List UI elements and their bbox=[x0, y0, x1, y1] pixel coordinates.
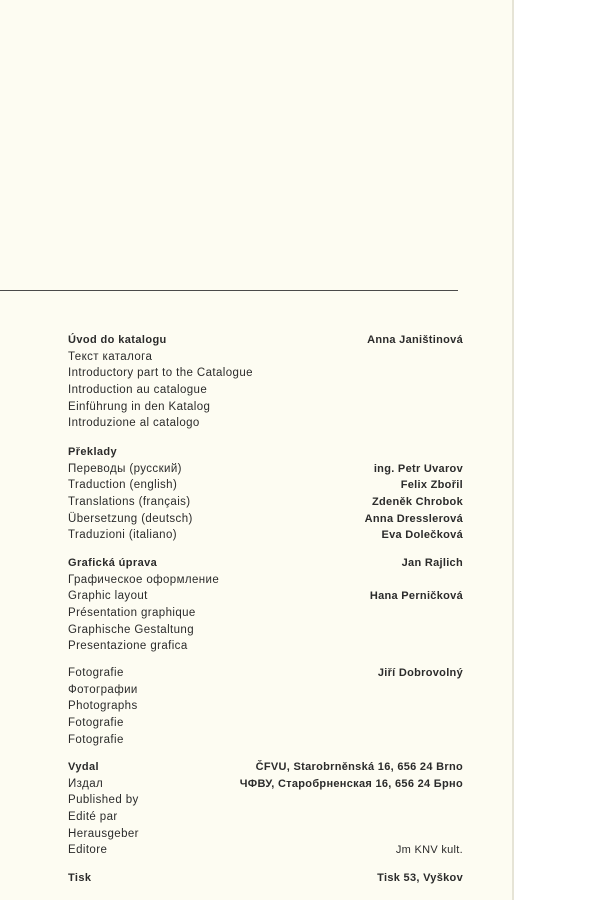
photos-row: Fotografie Jiří Dobrovolný bbox=[68, 665, 463, 682]
list-item: Fotografie bbox=[68, 717, 124, 730]
translation-row bbox=[68, 494, 463, 511]
translator-name: Felix Zbořil bbox=[400, 479, 463, 492]
translations-heading: Překlady bbox=[68, 446, 118, 458]
page-edge bbox=[512, 0, 514, 900]
graphic-second-author: Hana Perničková bbox=[369, 590, 463, 603]
intro-author: Anna Janištinová bbox=[367, 334, 463, 346]
list-item: Графическое оформление bbox=[68, 573, 220, 586]
list-item: Introduzione al catalogo bbox=[68, 417, 200, 430]
list-item: Einführung in den Katalog bbox=[68, 400, 211, 413]
list-item: Photographs bbox=[68, 700, 138, 713]
list-item: Издал ЧФВУ, Старобрненская 16, 656 24 Брно bbox=[68, 776, 463, 793]
list-item: Herausgeber bbox=[68, 827, 139, 840]
graphic-section bbox=[68, 555, 463, 655]
translation-row bbox=[68, 461, 463, 478]
graphic-heading-row bbox=[68, 555, 463, 572]
publisher-section bbox=[68, 759, 463, 859]
list-item: Introduction au catalogue bbox=[68, 384, 208, 397]
horizontal-rule bbox=[0, 290, 458, 291]
publisher-heading-row bbox=[68, 759, 463, 776]
translator-name: Anna Dresslerová bbox=[364, 512, 463, 525]
publisher-heading: Vydal bbox=[68, 761, 99, 773]
publisher-address-ru: ЧФВУ, Старобрненская 16, 656 24 Брно bbox=[239, 777, 463, 790]
translator-name: Zdeněk Chrobok bbox=[372, 496, 463, 509]
graphic-heading: Grafická úprava bbox=[68, 557, 158, 569]
translator-name: Eva Dolečková bbox=[381, 529, 463, 542]
translation-language: Übersetzung (deutsch) bbox=[68, 512, 193, 525]
photos-author: Jiří Dobrovolný bbox=[377, 667, 463, 679]
publisher-address-cz: ČFVU, Starobrněnská 16, 656 24 Brno bbox=[255, 761, 463, 773]
printer-name: Tisk 53, Vyškov bbox=[377, 872, 463, 884]
print-section bbox=[68, 870, 463, 887]
translation-row bbox=[68, 477, 463, 494]
list-item: Edité par bbox=[68, 811, 118, 824]
list-item: Editore Jm KNV kult. bbox=[68, 842, 463, 859]
list-item: Introductory part to the Catalogue bbox=[68, 367, 253, 380]
translation-language: Traduction (english) bbox=[68, 479, 178, 492]
publisher-note: Jm KNV kult. bbox=[395, 844, 463, 857]
page-margin bbox=[514, 0, 600, 900]
translator-name: ing. Petr Uvarov bbox=[373, 462, 463, 475]
translation-row bbox=[68, 511, 463, 528]
list-item: Presentazione grafica bbox=[68, 640, 188, 653]
print-heading: Tisk bbox=[68, 872, 92, 884]
list-item: Présentation graphique bbox=[68, 607, 196, 620]
translation-language: Переводы (русский) bbox=[68, 462, 182, 475]
translation-language: Traduzioni (italiano) bbox=[68, 529, 177, 542]
list-item: Fotografie bbox=[68, 733, 124, 746]
translations-section bbox=[68, 444, 463, 544]
intro-section bbox=[68, 332, 463, 432]
translation-row bbox=[68, 527, 463, 544]
list-item: Published by bbox=[68, 794, 139, 807]
list-item: Текст каталога bbox=[68, 350, 153, 363]
graphic-author: Jan Rajlich bbox=[401, 557, 463, 569]
list-item: Graphische Gestaltung bbox=[68, 623, 195, 636]
list-item: Фотографии bbox=[68, 683, 138, 696]
translation-language: Translations (français) bbox=[68, 496, 191, 509]
list-item: Graphic layout Hana Perničková bbox=[68, 588, 463, 605]
photos-section bbox=[68, 665, 463, 748]
intro-heading: Úvod do katalogu bbox=[68, 334, 167, 346]
intro-heading-row bbox=[68, 332, 463, 349]
print-row bbox=[68, 870, 463, 887]
translations-heading-row bbox=[68, 444, 463, 461]
